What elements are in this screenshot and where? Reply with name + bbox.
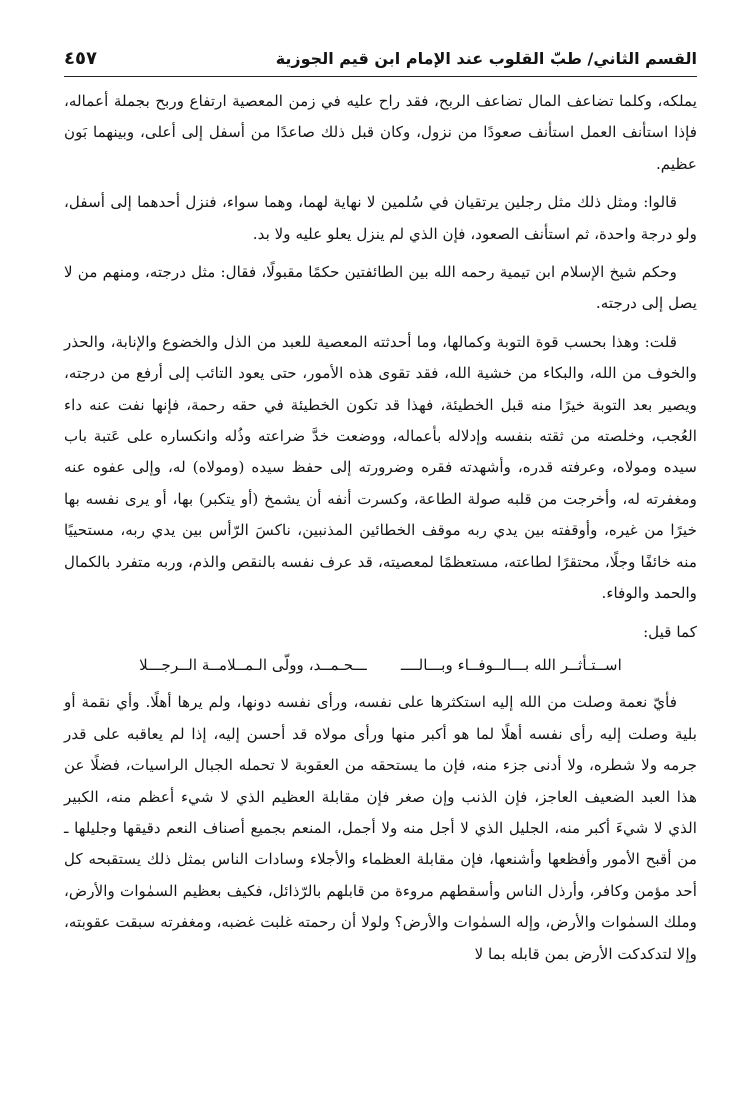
verse-intro: كما قيل: [643, 622, 697, 641]
page-header [64, 40, 697, 77]
verse-first-hemistich: اســتـأثــر الله بـــالــوفــاء وبـــالــــ [400, 655, 622, 674]
paragraph-5: فأيّ نعمة وصلت من الله إليه استكثرها على نفسه، ورأى نفسه دونها، ولم يرها أهلًا. وأي نقمة أو بلية وصلت إليه رأى نفسه أهلًا لما هو أكبر منها ورأى مولاه قد أحسن إليه، إذا لم يعاقبه على قدر جرمه ولا شطره، ولا أدنى جزء منه، فإن ما يستحقه من العقوبة لا تحمله الجبال الراسيات، فضلًا عن هذا العبد الضعيف العاجز، فإن الذنب وإن صغر فإن مقابلة العظيم الذي لا شيء أعظم منه، الكبير الذي لا شيءَ أكبر منه، الجليل الذي لا أجل منه ولا أجمل، المنعم بجميع أصناف النعم دقيقها وجليلها ـ من أقبح الأمور وأفظعها وأشنعها، فإن مقابلة العظماء والأجلاء وسادات الناس بمثل ذلك يستقبحه كل أحد مؤمن وكافر، وأرذل الناس وأسقطهم مروءة من قابلهم بالرّذائل، فكيف بعظيم السمٰوات والأرض، وملك السمٰوات والأرض، وإله السمٰوات والأرض؟ ولولا أن رحمته غلبت غضبه، ومغفرته سبقت عقوبته، وإلا لتدكدكت الأرض بمن قابله بما لا [64, 693, 697, 963]
poetry-verse [64, 650, 697, 681]
running-title: القسم الثاني/ طبّ القلوب عند الإمام ابن قيم الجوزية [275, 48, 697, 68]
paragraph-2: قالوا: ومثل ذلك مثل رجلين يرتقيان في سُلمين لا نهاية لهما، وهما سواء، فنزل أحدهما إلى أسفل، ولو درجة واحدة، ثم استأنف الصعود، فإن الذي لم ينزل يعلو عليه ولا بد. [64, 193, 697, 243]
paragraph-4: قلت: وهذا بحسب قوة التوبة وكمالها، وما أحدثته المعصية للعبد من الذل والخضوع والإنابة، والحذر والخوف من الله، والبكاء من خشية الله، فقد تقوى هذه الأمور، حتى يعود التائب إلى أرفع من درجته، ويصير بعد التوبة خيرًا منه قبل الخطيئة، فهذا قد تكون الخطيئة في حقه رحمة، فإنها نفت عنه داء العُجب، وخلصته من ثقته بنفسه وإدلاله بأعماله، ووضعت خدَّ ضراعته وذُله وانكساره على عَتبة باب سيده ومولاه، وعرفته قدره، وأشهدته فقره وضرورته إلى حفظ سيده (ومولاه) له، وإلى عفوه عنه ومغفرته له، وأخرجت من قلبه صولة الطاعة، وكسرت أنفه أن يشمخ (أو يتكبر) بها، أو يرى نفسه بها خيرًا من غيره، وأوقفته بين يدي ربه موقف الخطائين المذنبين، ناكسَ الرّأس بين يدي ربه، مستحييًا منه خائفًا وجلًا، محتقرًا لطاعته، مستعظمًا لمعصيته، قد عرف نفسه بالنقص والذم، وربه متفرد بالكمال والحمد والوفاء. [64, 332, 697, 603]
page-body [64, 86, 697, 970]
verse-second-hemistich: ـــحـمــد، وولّى الـمــلامــة الــرجـــلا [139, 655, 367, 674]
page-number: ٤٥٧ [64, 47, 97, 69]
paragraph-3: وحكم شيخ الإسلام ابن تيمية رحمه الله بين الطائفتين حكمًا مقبولًا، فقال: مثل درجته، ومنهم من لا يصل إلى درجته. [64, 263, 697, 313]
paragraph-1: يملكه، وكلما تضاعف المال تضاعف الربح، فقد راح عليه في زمن المعصية ارتفاع وربح بجملة أعماله، فإذا استأنف العمل استأنف صعودًا من نزول، وكان قبل ذلك صاعدًا من أسفل إلى أعلى، وبينهما بَون عظيم. [64, 92, 697, 173]
